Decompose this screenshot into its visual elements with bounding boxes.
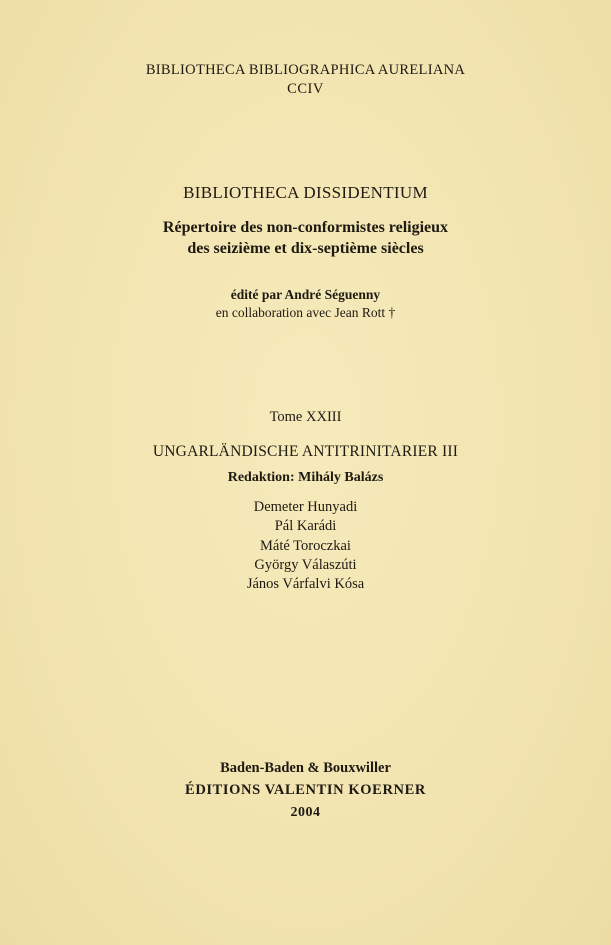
editor-credit: édité par André Séguenny [230, 287, 381, 302]
author-name: Máté Toroczkai [260, 537, 351, 554]
subtitle-line-2: des seizième et dix-septième siècles [187, 240, 424, 257]
publication-place: Baden-Baden & Bouxwiller [220, 760, 391, 776]
tome-number: Tome XXIII [269, 409, 342, 425]
author-name: György Válaszúti [254, 556, 357, 573]
collaboration-credit: en collaboration avec Jean Rott † [215, 305, 396, 320]
redaktion-credit: Redaktion: Mihály Balázs [227, 470, 384, 485]
volume-title: UNGARLÄNDISCHE ANTITRINITARIER III [152, 443, 459, 460]
series-number: CCIV [287, 81, 324, 97]
main-title: BIBLIOTHECA DISSIDENTIUM [183, 183, 428, 202]
publisher-name: ÉDITIONS VALENTIN KOERNER [185, 782, 426, 798]
author-name: Demeter Hunyadi [253, 499, 358, 515]
subtitle-line-1: Répertoire des non-conformistes religieux [162, 219, 449, 236]
publication-year: 2004 [290, 805, 321, 820]
author-name: Pál Karádi [274, 518, 337, 535]
author-name: János Várfalvi Kósa [246, 576, 365, 593]
series-title: BIBLIOTHECA BIBLIOGRAPHICA AURELIANA [145, 62, 466, 78]
author-list [0, 498, 611, 594]
